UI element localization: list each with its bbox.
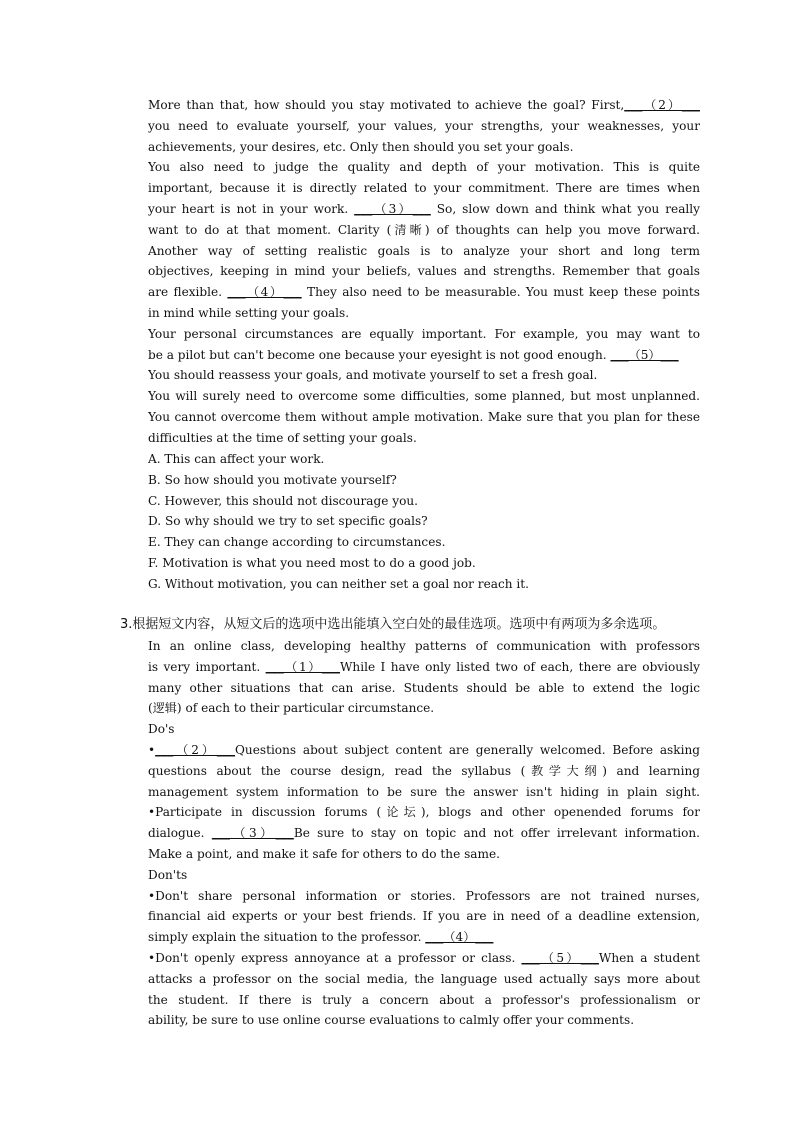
text-line bbox=[148, 199, 700, 219]
text-line bbox=[148, 782, 700, 802]
line-text: objectives, keeping in mind your beliefs, values and strengths. Remember that goals bbox=[148, 264, 700, 279]
text-line bbox=[148, 407, 700, 427]
text-line bbox=[148, 657, 700, 677]
answer-blank[interactable]: ___（5）___ bbox=[521, 951, 599, 965]
text-line bbox=[148, 740, 700, 760]
line-text: You cannot overcome them without ample motivation. Make sure that you plan for these bbox=[148, 410, 700, 424]
text-line bbox=[148, 95, 700, 115]
line-text: While I have only listed two of each, there are obviously bbox=[340, 659, 700, 674]
text-line bbox=[148, 678, 700, 698]
line-text: attacks a professor on the social media, the language used actually says more about bbox=[148, 971, 700, 986]
text-line bbox=[148, 906, 700, 926]
option-item: C. However, this should not discourage you. bbox=[148, 493, 418, 508]
line-text: be a pilot but can't become one because your eyesight is not good enough. bbox=[148, 347, 611, 362]
line-text: Be sure to stay on topic and not offer irrelevant information. bbox=[293, 826, 700, 841]
text-line bbox=[148, 990, 700, 1010]
line-text: Don'ts bbox=[148, 867, 188, 882]
line-text: are flexible. bbox=[148, 285, 228, 300]
option-item: E. They can change according to circumstances. bbox=[148, 535, 446, 550]
text-line bbox=[148, 428, 700, 448]
text-line bbox=[148, 865, 700, 885]
option-item: D. So why should we try to set specific goals? bbox=[148, 514, 428, 529]
line-text: So, slow down and think what you really bbox=[430, 202, 700, 216]
answer-blank[interactable]: ___（2）___ bbox=[155, 743, 236, 757]
line-text: simply explain the situation to the professor. bbox=[148, 930, 426, 945]
text-line bbox=[148, 220, 700, 240]
line-text: you need to evaluate yourself, your values, your strengths, your weaknesses, your bbox=[148, 118, 700, 133]
option-item: A. This can affect your work. bbox=[148, 452, 325, 466]
answer-blank[interactable]: ___（2）___ bbox=[624, 98, 700, 112]
text-line bbox=[148, 969, 700, 989]
line-text: difficulties at the time of setting your goals. bbox=[148, 430, 417, 445]
option-item: F. Motivation is what you need most to do a good job. bbox=[148, 556, 476, 570]
option-item: B. So how should you motivate yourself? bbox=[148, 472, 397, 487]
text-line bbox=[148, 345, 700, 365]
line-text: achievements, your desires, etc. Only then should you set your goals. bbox=[148, 139, 574, 154]
line-text: You should reassess your goals, and motivate yourself to set a fresh goal. bbox=[148, 368, 598, 383]
text-line bbox=[148, 886, 700, 906]
answer-blank[interactable]: ___（4）___ bbox=[425, 930, 494, 945]
text-line bbox=[148, 178, 700, 198]
line-text: your heart is not in your work. bbox=[148, 202, 355, 216]
text-line bbox=[148, 303, 700, 323]
question-3-heading: 3.根据短文内容，从短文后的选项中选出能填入空白处的最佳选项。选项中有两项为多余选项。 bbox=[120, 617, 666, 632]
text-line bbox=[148, 386, 700, 406]
line-text: financial aid experts or your best friends. If you are in need of a deadline extension, bbox=[148, 909, 700, 924]
text-line bbox=[148, 927, 700, 947]
line-text: Questions about subject content are generally welcomed. Before asking bbox=[235, 743, 700, 757]
text-line bbox=[148, 282, 700, 302]
line-text: want to do at that moment. Clarity (清晰) of thoughts can help you move forward. bbox=[148, 222, 700, 237]
line-text: In an online class, developing healthy patterns of communication with professors bbox=[148, 639, 700, 653]
text-line bbox=[148, 324, 700, 344]
line-text: You also need to judge the quality and depth of your motivation. This is quite bbox=[148, 160, 700, 175]
text-line bbox=[148, 1010, 700, 1030]
line-text: They also need to be measurable. You must keep these points bbox=[301, 285, 700, 300]
answer-blank[interactable]: ___（3）___ bbox=[211, 826, 294, 841]
line-text: Your personal circumstances are equally important. For example, you may want to bbox=[148, 326, 700, 341]
line-text: Make a point, and make it safe for others to do the same. bbox=[148, 847, 500, 861]
text-line bbox=[148, 761, 700, 781]
line-text: dialogue. bbox=[148, 826, 212, 841]
line-text: Another way of setting realistic goals is to analyze your short and long term bbox=[148, 243, 700, 258]
answer-blank[interactable]: ___（4）___ bbox=[227, 285, 302, 300]
text-line bbox=[148, 823, 700, 843]
line-text: management system information to be sure the answer isn't hiding in plain sight. bbox=[148, 784, 700, 799]
line-text: the student. If there is truly a concern about a professor's professionalism or bbox=[148, 992, 700, 1007]
line-text: •Don't openly express annoyance at a professor or class. bbox=[148, 951, 522, 965]
line-text: •Participate in discussion forums (论坛), blogs and other openended forums for bbox=[148, 805, 700, 820]
text-line bbox=[148, 157, 700, 177]
text-line bbox=[148, 636, 700, 656]
text-line bbox=[148, 802, 700, 822]
text-line bbox=[148, 116, 700, 136]
line-text: (逻辑) of each to their particular circumstance. bbox=[148, 701, 435, 716]
text-line bbox=[148, 948, 700, 968]
text-line bbox=[148, 719, 700, 739]
answer-blank[interactable]: ___（3）___ bbox=[354, 202, 431, 216]
line-text: More than that, how should you stay motivated to achieve the goal? First, bbox=[148, 98, 625, 112]
text-line bbox=[148, 261, 700, 281]
line-text: You will surely need to overcome some difficulties, some planned, but most unplanned. bbox=[148, 389, 700, 404]
text-line bbox=[148, 241, 700, 261]
text-line bbox=[148, 137, 700, 157]
text-line bbox=[148, 698, 700, 718]
line-text: in mind while setting your goals. bbox=[148, 306, 350, 320]
line-text: ability, be sure to use online course evaluations to calmly offer your comments. bbox=[148, 1013, 635, 1028]
answer-blank[interactable]: ___（1）___ bbox=[265, 659, 340, 674]
line-text: is very important. bbox=[148, 659, 266, 674]
answer-blank[interactable]: ___（5）___ bbox=[610, 347, 679, 362]
line-text: many other situations that can arise. Students should be able to extend the logic bbox=[148, 680, 700, 695]
line-text: questions about the course design, read the syllabus (教学大纲) and learning bbox=[148, 763, 700, 778]
line-text: • bbox=[148, 743, 156, 757]
line-text: When a student bbox=[598, 951, 700, 965]
option-item: G. Without motivation, you can neither set a goal nor reach it. bbox=[148, 576, 529, 591]
text-line bbox=[148, 365, 700, 385]
line-text: important, because it is directly related to your commitment. There are times when bbox=[148, 181, 700, 196]
line-text: •Don't share personal information or stories. Professors are not trained nurses, bbox=[148, 888, 700, 903]
text-line bbox=[148, 844, 700, 864]
line-text: Do's bbox=[148, 722, 175, 737]
